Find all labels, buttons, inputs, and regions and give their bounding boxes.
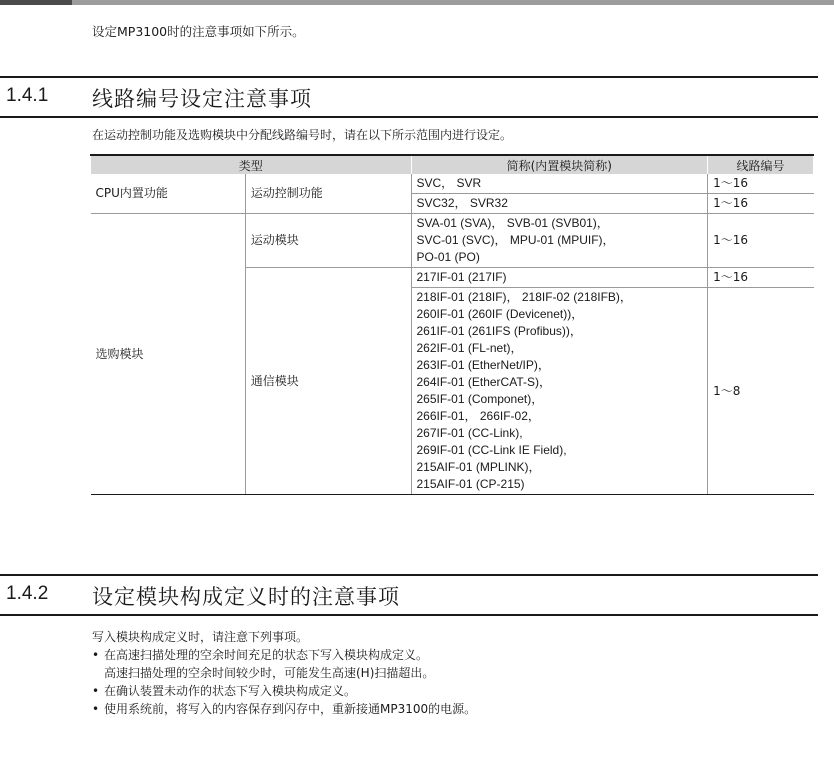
abbr-line: 262IF-01 (FL-net)， (416, 341, 523, 355)
abbr-line: 267IF-01 (CC-Link), (416, 426, 523, 440)
heading-rule-bottom (0, 614, 818, 616)
abbr-line: 264IF-01 (EtherCAT-S)， (416, 375, 551, 389)
cell-comm-module: 通信模块 (245, 268, 411, 495)
abbr-line: 218IF-01 (218IF)， 218IF-02 (218IFB)， (416, 290, 632, 304)
cell-line-no: 1～16 (708, 194, 814, 214)
section-heading-1 (0, 76, 818, 118)
abbr-line: 260IF-01 (260IF (Devicenet))， (416, 307, 584, 321)
abbr-line: 266IF-01， 266IF-02， (416, 409, 540, 423)
section-heading-2 (0, 574, 818, 616)
list-item (92, 646, 476, 682)
section-title: 线路编号设定注意事项 (92, 87, 312, 111)
bullet-icon: • (92, 684, 100, 698)
heading-rule-top (0, 574, 818, 576)
cell-line-no: 1～16 (708, 268, 814, 288)
section-number: 1.4.2 (6, 583, 49, 604)
heading-rule-top (0, 76, 818, 78)
abbr-line: SVC-01 (SVC)， MPU-01 (MPUIF)， (416, 233, 615, 247)
cell-abbr: SVC， SVR (411, 174, 708, 194)
list-item-text: 在确认装置未动作的状态下写入模块构成定义。 (104, 684, 357, 698)
precautions-list (92, 646, 476, 718)
list-item-text: 在高速扫描处理的空余时间充足的状态下写入模块构成定义。 (104, 648, 429, 662)
precautions-body (92, 628, 476, 718)
table-row (91, 174, 814, 194)
cell-motion-module: 运动模块 (245, 214, 411, 268)
list-item (92, 700, 476, 718)
header-rule (72, 0, 834, 5)
header-abbr: 简称(内置模块简称) (411, 155, 708, 174)
table-row (91, 214, 814, 268)
abbr-line: 265IF-01 (Componet)， (416, 392, 544, 406)
intro-text: 设定MP3100时的注意事项如下所示。 (92, 24, 305, 39)
cell-line-no: 1～16 (708, 214, 814, 268)
abbr-line: 215AIF-01 (CP-215) (416, 477, 525, 491)
heading-rule-bottom (0, 116, 818, 118)
bullet-icon: • (92, 702, 100, 716)
bullet-icon: • (92, 648, 100, 662)
abbr-line: 215AIF-01 (MPLINK)， (416, 460, 541, 474)
cell-line-no: 1～16 (708, 174, 814, 194)
precautions-lead: 写入模块构成定义时，请注意下列事项。 (92, 630, 309, 644)
abbr-line: 263IF-01 (EtherNet/IP)， (416, 358, 550, 372)
table-header-row (91, 155, 814, 174)
header-block (0, 0, 72, 5)
list-item-text: 使用系统前，将写入的内容保存到闪存中，重新接通MP3100的电源。 (104, 702, 477, 716)
cell-line-no: 1～8 (708, 288, 814, 495)
cell-abbr: 217IF-01 (217IF) (411, 268, 708, 288)
table-note: 在运动控制功能及选购模块中分配线路编号时，请在以下所示范围内进行设定。 (92, 128, 513, 142)
cell-cpu-builtin: CPU内置功能 (91, 174, 246, 214)
line-number-table (90, 154, 814, 495)
cell-abbr: SVC32， SVR32 (411, 194, 708, 214)
cell-motion-control: 运动控制功能 (245, 174, 411, 214)
list-item (92, 682, 476, 700)
abbr-line: 261IF-01 (261IFS (Profibus))， (416, 324, 582, 338)
abbr-line: PO-01 (PO) (416, 250, 480, 264)
header-line-no: 线路编号 (708, 155, 814, 174)
header-type: 类型 (91, 155, 412, 174)
cell-optional-module: 选购模块 (91, 214, 246, 495)
list-item-subtext: 高速扫描处理的空余时间较少时，可能发生高速(H)扫描超出。 (104, 666, 435, 680)
section-title: 设定模块构成定义时的注意事项 (92, 585, 400, 609)
cell-abbr (411, 288, 708, 495)
cell-abbr (411, 214, 708, 268)
abbr-line: 269IF-01 (CC-Link IE Field), (416, 443, 567, 457)
section-number: 1.4.1 (6, 85, 49, 106)
abbr-line: SVA-01 (SVA)， SVB-01 (SVB01)， (416, 216, 609, 230)
